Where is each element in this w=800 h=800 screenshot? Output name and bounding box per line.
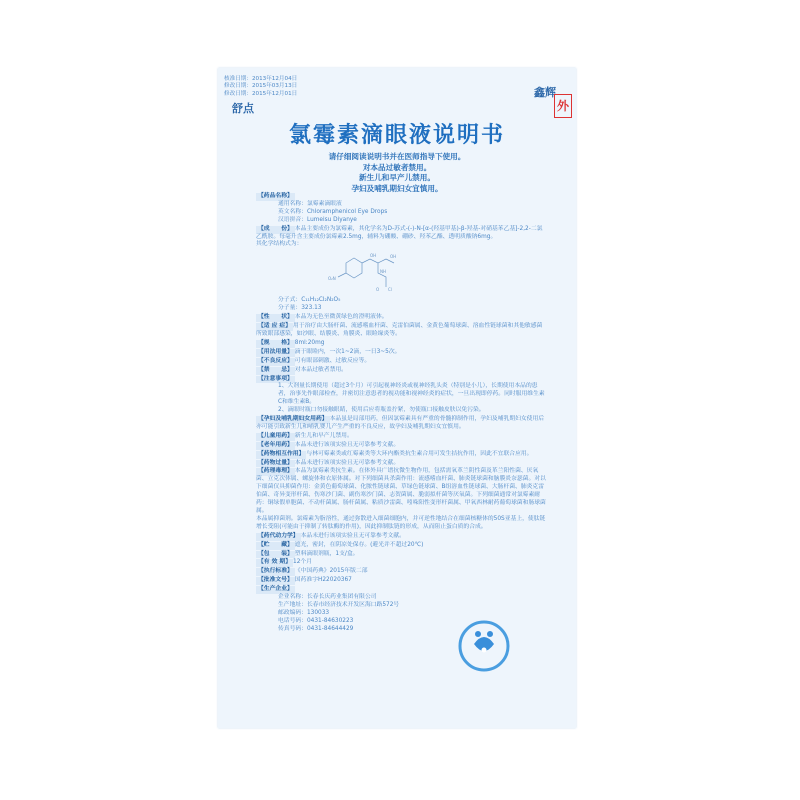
section-row [256,467,548,515]
drug-name-line: 通用名称：氯霉素滴眼液 [278,200,342,207]
precaution-item: 1、大剂量长期使用（超过3个月）可引起视神经炎或视神经乳头炎（特别是小儿），长期使用本品的患者，治事先作眼部检查，并密切注意患者的视功能和视神经炎的症状，一旦出现即停药。同时服用维生素C和维生素B。 [278,383,545,406]
warning-line: 对本品过敏者禁用。 [362,162,432,172]
section-text: 本品虽是局部用药，但因氯霉素具有严重的骨髓抑制作用，孕妇及哺乳期妇女使用后亦可能引致新生儿和哺乳婴儿产生严重的不良反应，故孕妇及哺乳期妇女宜慎用。 [256,416,545,430]
section-label: 【有 效 期】 [258,559,292,566]
section-label: 【包 装】 [258,550,293,557]
warning-line: 请仔细阅读说明书并在医师指导下使用。 [328,152,466,161]
section-row [256,532,548,541]
section-label: 【禁 忌】 [258,366,293,373]
otc-external-mark: 外 [554,94,572,118]
warning-line: 孕妇及哺乳期妇女宜慎用。 [351,183,443,193]
section-text: 用于治疗由大肠杆菌、流感嗜血杆菌、克雷伯菌属、金黄色葡萄球菌、溶血性链球菌和其他敏感菌所致眼部感染，如沙眼、结膜炎、角膜炎、眼睑缘炎等。 [256,323,543,337]
svg-text:NH: NH [380,269,386,275]
drug-name-line: 英文名称：Chloramphenicol Eye Drops [278,208,388,215]
section-label: 【批准文号】 [258,577,293,584]
section-text: 本品未进行该项实验且无可靠参考文献。 [294,441,400,448]
section-row [256,550,548,559]
section-row [256,567,548,576]
svg-text:OH: OH [370,253,377,259]
brand-logo-left: 舒点 [232,102,254,115]
section-label: 【注意事项】 [258,375,293,382]
section-label: 【老年用药】 [258,441,293,448]
manufacturer-line: 邮政编码：130033 [278,609,330,616]
section-label: 【生产企业】 [258,586,293,593]
chemical-structure-drawing [316,249,446,297]
manufacturer-line: 传真号码：0431-84644429 [278,625,354,632]
section-text: 新生儿和早产儿禁用。 [294,432,353,439]
section-row [256,348,548,357]
page-title: 氯霉素滴眼液说明书 [288,123,505,148]
section-label: 【药品名称】 [258,193,293,199]
section-text: 本品为无色至微黄绿色的澄明液体。 [294,314,388,321]
section-text: 12个月 [293,559,313,566]
section-label: 【药物过量】 [258,459,293,466]
svg-text:O₂N: O₂N [328,276,336,282]
section-label: 【执行标准】 [258,568,293,575]
section-label: 【规 格】 [258,339,293,346]
manufacturer-line: 电话号码：0431-84630223 [278,617,354,624]
section-row [256,558,548,567]
section-text: 与林可霉素类或红霉素类等大环内酯类抗生素合用可发生拮抗作用，因此不宜联合应用。 [306,450,533,457]
warning-line: 新生儿和早产儿禁用。 [359,173,435,182]
molecular-weight: 分子量：323.13 [278,305,322,312]
manufacturer-line: 生产地址：长春市经济技术开发区海口路572号 [278,601,400,608]
date-line: 修改日期：2015年03月13日 [224,83,298,90]
section-text: 可有眼部刺激、过敏反应等。 [294,357,371,364]
section-text: 8ml:20mg [294,339,325,346]
section-label: 【不良反应】 [258,357,293,364]
family-care-icon [458,620,510,672]
leaflet-sheet [218,68,576,728]
leaflet-content [256,192,548,634]
warnings-block [218,152,576,194]
section-row [256,322,548,339]
section-row [256,450,548,459]
molecular-formula: 分子式：C₁₁H₁₂Cl₂N₂O₅ [278,297,341,304]
section-label: 【用法用量】 [258,348,293,355]
section-row [256,441,548,450]
section-row [256,516,548,532]
section-text: 《中国药典》2015年版二部 [294,568,368,575]
section-text: 滴于眼睑内，一次1~2滴，一日3~5次。 [294,348,401,355]
section-text: 本品未进行该项实验且无可靠参考文献。 [294,459,400,466]
section-label: 【性 状】 [258,314,293,321]
section-text: 塑料滴眼剂瓶，1支/盒。 [294,550,359,557]
brand-logo-right: 鑫辉 [534,86,556,99]
drug-name-line: 汉语拼音：Lumeisu Diyanye [278,216,357,223]
section-label: 【药理毒理】 [258,468,293,475]
section-row [256,541,548,550]
date-line: 核准日期：2013年12月04日 [224,76,298,82]
section-row [256,366,548,375]
section-text: 本品为氯霉素类抗生素。在体外具广谱抗微生物作用，包括需氧革兰阴性菌及革兰阳性菌、厌氧菌、立克次体属、螺旋体和衣原体属。对下列细菌具杀菌作用：流感嗜血杆菌、肺炎链球菌和脑膜炎奈瑟菌。对以下细菌仅具抑菌作用：金黄色葡萄球菌、化脓性链球菌、草绿色链球菌、B组溶血性链球菌、大肠杆菌、肺炎克雷伯菌、奇异变形杆菌、伤寒沙门菌、副伤寒沙门菌、志贺菌属、脆弱拟杆菌等厌氧菌。下列细菌通常对氯霉素耐药：铜绿假单胞菌、不动杆菌属、肠杆菌属、粘质沙雷菌、吲哚阳性变形杆菌属、甲氧西林耐药葡萄球菌和肠球菌属。 [256,468,546,514]
section-text: 本品属抑菌剂。氯霉素为脂溶性，通过弥散进入细菌细胞内，并可逆性地结合在细菌核糖体的50S亚基上，使肽链增长受阻(可能由于抑制了转肽酶的作用)，因此抑制肽链的形成，从而阻止蛋白质的合成。 [256,515,546,530]
approval-dates [224,76,297,98]
section-label: 【儿童用药】 [258,432,293,439]
section-label: 【药物相互作用】 [258,450,305,457]
manufacturer-line: 企业名称：长春长庆药业集团有限公司 [278,594,377,601]
section-row [256,432,548,441]
section-text: 国药准字H22020367 [294,577,352,584]
svg-text:OH: OH [390,254,397,260]
structure-label: 其化学结构式为： [256,241,303,248]
section-label: 【成 份】 [258,225,293,232]
chemical-structure [256,249,548,297]
section-row [256,339,548,348]
date-line: 修改日期：2015年12月01日 [224,90,298,97]
composition-text: 本品主要成份为氯霉素，其化学名为D-苏式-(-)-N-[α-(羟基甲基)-β-羟基-对硝基苯乙基]-2,2-二氯乙酰胺。每毫升含主要成份氯霉素2.5mg，辅料为硼酸、硼砂、羟苯乙酯、透明质酸钠6mg。 [256,225,543,240]
section-row [256,576,548,585]
section-label: 【孕妇及哺乳期妇女用药】 [258,416,328,423]
section-label: 【药代动力学】 [258,532,299,539]
section-text: 遮光，密封，在阴凉处保存。(避光并不超过20℃) [294,541,424,548]
section-row [256,357,548,366]
section-row [256,415,548,432]
svg-text:O: O [376,287,380,293]
svg-text:Cl: Cl [388,287,392,293]
section-text: 对本品过敏者禁用。 [294,366,347,373]
section-label: 【适 应 症】 [258,323,292,330]
section-text: 本品未进行该项实验且无可靠参考文献。 [300,532,405,539]
section-label: 【贮 藏】 [258,541,293,548]
section-row [256,313,548,322]
precaution-item: 2、滴眼时瓶口勿接触眼睛，使用后应将瓶盖拧紧，勿使瓶口接触皮肤以免污染。 [278,407,485,414]
section-row [256,459,548,468]
